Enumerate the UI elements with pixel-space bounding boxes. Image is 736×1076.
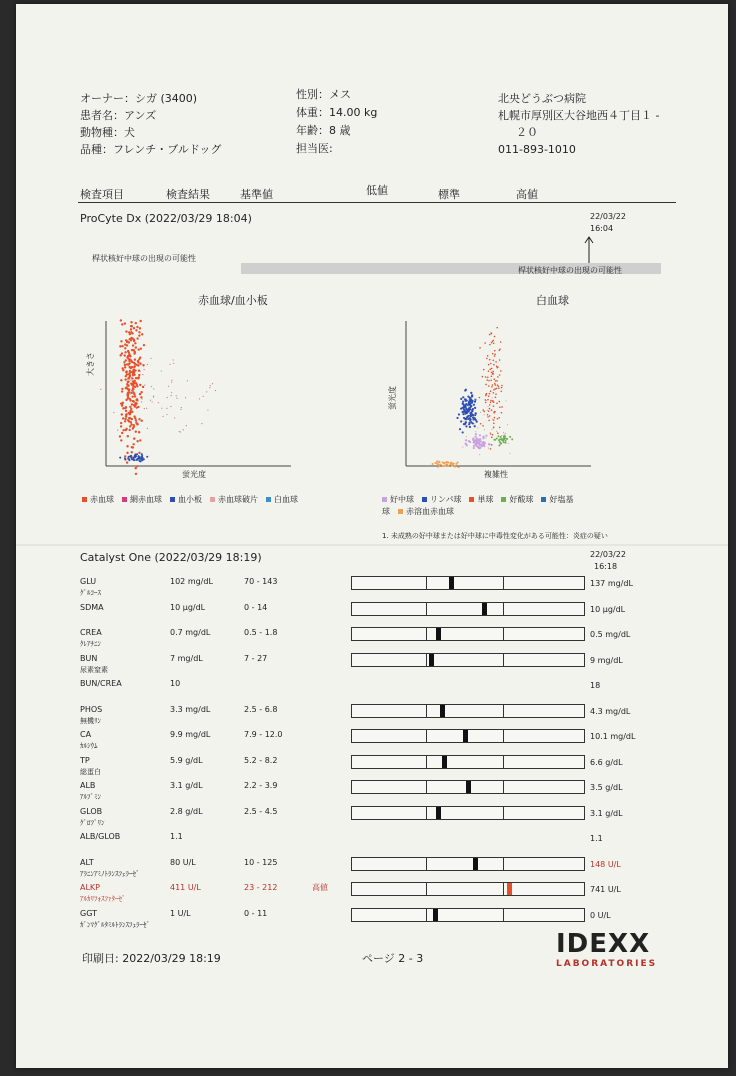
test-result: 7 mg/dL [170, 653, 203, 663]
wbc-x-label: 複雑性 [484, 470, 508, 479]
procyte-note: 1. 未成熟の好中球または好中球に中毒性変化がある可能性：炎症の疑い [382, 532, 608, 540]
previous-result: 148 U/L [590, 859, 621, 869]
legend-swatch [501, 497, 506, 502]
range-bar [351, 857, 585, 871]
breed: 品種：フレンチ・ブルドッグ [80, 143, 222, 156]
test-reference: 10 - 125 [244, 857, 278, 867]
test-result: 10 μg/dL [170, 602, 206, 612]
range-divider [426, 858, 427, 870]
test-subname: ｶﾞﾝﾏｸﾞﾙﾀﾐﾙﾄﾗﾝｽﾌｪﾗｰｾﾞ [80, 920, 150, 929]
patient: 患者名：アンズ [80, 109, 157, 122]
result-marker [482, 603, 487, 615]
range-divider [426, 756, 427, 768]
wbc-plot-title: 白血球 [536, 294, 569, 307]
previous-result: 0.5 mg/dL [590, 630, 631, 639]
previous-result: 9 mg/dL [590, 655, 623, 665]
test-name: ALB/GLOB [80, 832, 121, 841]
test-name: SDMA [80, 602, 104, 612]
test-reference: 2.5 - 4.5 [244, 806, 278, 816]
legend-label: 赤血球 [90, 495, 114, 504]
test-name: GLU [80, 577, 97, 586]
test-name: ALT [80, 857, 94, 867]
legend-label: リンパ球 [430, 495, 462, 504]
test-subname: ｱﾗﾆﾝｱﾐﾉﾄﾗﾝｽﾌｪﾗｰｾﾞ [80, 869, 140, 878]
result-marker [433, 909, 438, 921]
range-bar [351, 806, 585, 820]
legend-item [422, 495, 461, 504]
test-result: 3.3 mg/dL [170, 704, 211, 714]
col-normal: 標準 [438, 188, 460, 201]
test-subname: 無機ﾘﾝ [80, 716, 101, 725]
range-divider [426, 603, 427, 615]
legend-label: 赤溶血赤血球 [406, 507, 454, 516]
result-marker [507, 883, 512, 895]
wbc-legend [382, 494, 582, 518]
test-reference: 0 - 14 [244, 602, 268, 612]
result-marker [463, 730, 468, 742]
range-divider [503, 781, 504, 793]
report-paper [16, 4, 728, 1068]
range-bar [351, 908, 585, 922]
legend-swatch [122, 497, 127, 502]
test-flag: 高値 [312, 883, 328, 892]
test-reference: 7.9 - 12.0 [244, 730, 283, 739]
test-reference: 0 - 11 [244, 908, 268, 918]
procyte-title: ProCyte Dx (2022/03/29 18:04) [80, 212, 252, 225]
legend-item [170, 495, 202, 504]
wbc-scatter-plot [396, 316, 596, 476]
procyte-prev-time: 16:04 [590, 224, 614, 233]
test-name: CA [80, 730, 92, 739]
legend-label: 好中球 [390, 495, 414, 504]
result-marker [442, 756, 447, 768]
test-reference: 2.2 - 3.9 [244, 781, 278, 790]
col-low: 低値 [366, 184, 388, 197]
col-ref: 基準値 [240, 188, 273, 201]
legend-item [266, 495, 298, 504]
legend-label: 好酸球 [509, 495, 534, 504]
idexx-logo [556, 929, 657, 969]
procyte-flag-left: 桿状核好中球の出現の可能性 [92, 254, 196, 263]
range-divider [426, 807, 427, 819]
legend-swatch [82, 497, 87, 502]
previous-result: 3.1 g/dL [590, 808, 623, 818]
arrow-up-icon [584, 236, 594, 264]
test-reference: 0.5 - 1.8 [244, 628, 278, 637]
clinic-name: 北央どうぶつ病院 [498, 92, 586, 105]
range-divider [426, 577, 427, 589]
test-name: BUN [80, 653, 98, 663]
range-divider [426, 654, 427, 666]
range-divider [503, 705, 504, 717]
test-name: TP [80, 755, 90, 765]
range-divider [503, 883, 504, 895]
clinic-address-2: ２０ [516, 126, 538, 139]
test-subname: ｶﾙｼｳﾑ [80, 742, 98, 750]
result-marker [473, 858, 478, 870]
test-name: GLOB [80, 806, 103, 816]
legend-swatch [469, 497, 474, 502]
legend-swatch [541, 497, 546, 502]
col-high: 高値 [516, 188, 538, 201]
range-bar [351, 729, 585, 743]
test-name: ALB [80, 781, 96, 790]
previous-result: 18 [590, 681, 601, 690]
range-divider [426, 628, 427, 640]
previous-result: 1.1 [590, 834, 603, 843]
previous-result: 10.1 mg/dL [590, 732, 636, 741]
logo-name: IDEXX [556, 929, 651, 959]
page-number: ページ 2 - 3 [362, 952, 424, 965]
test-result: 411 U/L [170, 883, 201, 892]
weight: 体重：14.00 kg [296, 106, 378, 119]
rbc-scatter-plot [96, 316, 296, 476]
range-divider [503, 628, 504, 640]
legend-swatch [382, 497, 387, 502]
result-marker [436, 628, 441, 640]
col-result: 検査結果 [166, 188, 210, 201]
header-rule [78, 202, 676, 203]
test-subname: 尿素窒素 [80, 665, 108, 674]
legend-swatch [422, 497, 427, 502]
wbc-y-label: 蛍光度 [388, 386, 397, 410]
legend-item [122, 495, 162, 504]
test-result: 10 [170, 679, 181, 688]
legend-swatch [170, 497, 175, 502]
col-item: 検査項目 [80, 188, 124, 201]
test-name: BUN/CREA [80, 679, 122, 688]
range-bar [351, 653, 585, 667]
legend-item [82, 495, 114, 504]
range-divider [503, 858, 504, 870]
test-subname: ｸﾚｱﾁﾆﾝ [80, 640, 101, 648]
range-bar [351, 882, 585, 896]
test-result: 3.1 g/dL [170, 781, 203, 790]
test-result: 0.7 mg/dL [170, 628, 211, 637]
range-bar [351, 576, 585, 590]
legend-item [469, 495, 493, 504]
test-name: PHOS [80, 704, 103, 714]
test-reference: 2.5 - 6.8 [244, 704, 278, 714]
test-result: 1 U/L [170, 908, 191, 918]
owner: オーナー：シガ (3400) [80, 92, 198, 105]
legend-item [382, 495, 414, 504]
range-divider [503, 654, 504, 666]
printed-date: 印刷日: 2022/03/29 18:19 [82, 952, 221, 965]
range-divider [503, 909, 504, 921]
test-subname: 総蛋白 [80, 767, 101, 776]
previous-result: 0 U/L [590, 910, 611, 920]
procyte-flag-right: 桿状核好中球の出現の可能性 [518, 266, 622, 275]
range-divider [503, 756, 504, 768]
range-bar [351, 627, 585, 641]
test-result: 2.8 g/dL [170, 806, 203, 816]
fold-line [16, 544, 728, 546]
test-subname: ｸﾞﾛﾌﾞﾘﾝ [80, 818, 105, 827]
test-reference: 7 - 27 [244, 653, 268, 663]
range-divider [426, 909, 427, 921]
range-bar [351, 602, 585, 616]
legend-item [398, 507, 454, 516]
result-marker [466, 781, 471, 793]
range-divider [426, 730, 427, 742]
range-divider [503, 807, 504, 819]
result-marker [429, 654, 434, 666]
catalyst-title: Catalyst One (2022/03/29 18:19) [80, 551, 262, 564]
range-divider [426, 883, 427, 895]
range-bar [351, 755, 585, 769]
catalyst-prev-time: 16:18 [594, 562, 618, 571]
legend-label: 単球 [477, 495, 494, 504]
test-result: 1.1 [170, 832, 183, 841]
clinic-phone: 011-893-1010 [498, 143, 576, 156]
test-subname: ｱﾙﾌﾞﾐﾝ [80, 793, 101, 801]
legend-label: 血小板 [178, 495, 202, 504]
range-bar [351, 780, 585, 794]
range-divider [503, 730, 504, 742]
rbc-y-label: 大きさ [86, 352, 95, 376]
range-divider [426, 781, 427, 793]
previous-result: 137 mg/dL [590, 579, 633, 588]
legend-label: 赤血球破片 [218, 495, 258, 504]
catalyst-prev-date: 22/03/22 [590, 550, 626, 559]
test-reference: 5.2 - 8.2 [244, 755, 278, 765]
previous-result: 4.3 mg/dL [590, 706, 631, 716]
previous-result: 6.6 g/dL [590, 757, 623, 767]
test-reference: 70 - 143 [244, 577, 278, 586]
age: 年齢：8 歳 [296, 124, 351, 137]
rbc-plot-title: 赤血球/血小板 [198, 294, 268, 307]
test-name: GGT [80, 908, 97, 918]
range-bar [351, 704, 585, 718]
sex: 性別：メス [296, 88, 351, 101]
rbc-x-label: 蛍光度 [182, 470, 206, 479]
animal: 動物種：犬 [80, 126, 135, 139]
legend-label: 網赤血球 [130, 495, 162, 504]
test-name: CREA [80, 628, 102, 637]
test-name: ALKP [80, 883, 100, 892]
result-marker [449, 577, 454, 589]
legend-item [501, 495, 533, 504]
rbc-legend [82, 494, 322, 506]
legend-swatch [266, 497, 271, 502]
legend-swatch [398, 509, 403, 514]
clinic-address: 札幌市厚別区大谷地西４丁目１ - [498, 109, 660, 122]
range-divider [503, 577, 504, 589]
test-subname: ｱﾙｶﾘﾌｫｽﾌｧﾀｰｾﾞ [80, 895, 126, 903]
doctor: 担当医: [296, 142, 333, 155]
legend-swatch [210, 497, 215, 502]
previous-result: 741 U/L [590, 885, 621, 894]
test-result: 9.9 mg/dL [170, 730, 211, 739]
test-reference: 23 - 212 [244, 883, 278, 892]
result-marker [440, 705, 445, 717]
previous-result: 3.5 g/dL [590, 783, 623, 792]
previous-result: 10 μg/dL [590, 604, 626, 614]
legend-item [210, 495, 258, 504]
test-subname: ｸﾞﾙｺｰｽ [80, 589, 101, 597]
test-result: 102 mg/dL [170, 577, 213, 586]
result-marker [436, 807, 441, 819]
procyte-prev-date: 22/03/22 [590, 212, 626, 221]
test-result: 5.9 g/dL [170, 755, 203, 765]
range-divider [426, 705, 427, 717]
range-divider [503, 603, 504, 615]
legend-label: 好塩基球 [382, 495, 574, 516]
legend-label: 白血球 [274, 495, 298, 504]
test-result: 80 U/L [170, 857, 196, 867]
logo-sub: LABORATORIES [556, 959, 658, 969]
